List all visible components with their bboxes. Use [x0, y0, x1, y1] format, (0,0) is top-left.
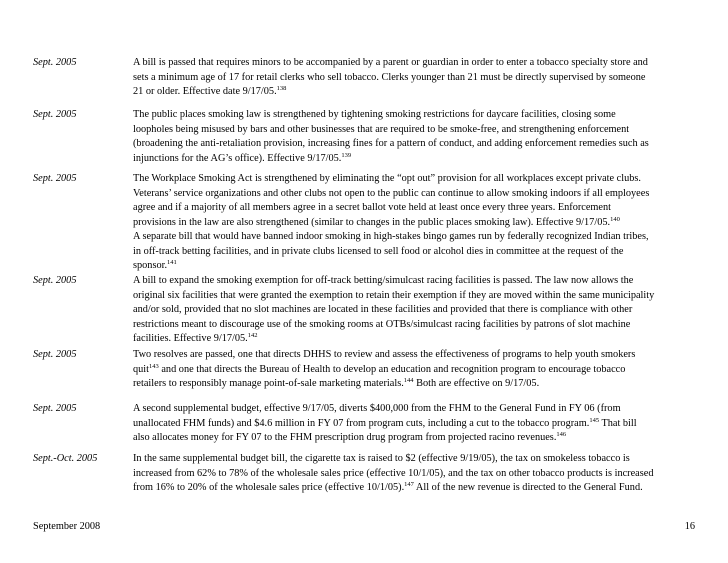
text-segment: A second supplemental budget, effective 9/17/05, diverts $400,000 from the FHM to the General Fund in FY 06 (from — [133, 403, 621, 414]
entry-line — [133, 467, 698, 482]
text-segment: and one that directs the Bureau of Health to develop an education and recognition program to encourage tobacco — [158, 363, 626, 375]
footnote-ref: 139 — [341, 151, 352, 159]
entry-text — [133, 274, 698, 347]
text-segment: Both are effective on 9/17/05. — [413, 378, 540, 389]
footnote-ref: 140 — [610, 215, 620, 223]
footnote-ref: 147 — [404, 481, 414, 488]
footer-date: September 2008 — [33, 521, 101, 532]
entry-line — [133, 318, 698, 333]
text-segment: in off-track betting facilities, and in private clubs licensed to sell food or alcohol dies in committee at the request of the — [133, 245, 624, 257]
text-segment: original six facilities that were granted the exemption to retain their exemption if they are moved within the same municipality — [133, 289, 655, 301]
entry-line — [133, 245, 698, 260]
footnote-ref: 143 — [149, 362, 159, 370]
entry-date: Sept. 2005 — [33, 275, 77, 286]
text-segment: In the same supplemental budget bill, the cigarette tax is raised to $2 (effective 9/19/05), the tax on smokeless tobacco is — [133, 453, 630, 464]
entry-date: Sept. 2005 — [33, 57, 77, 68]
entry-line — [133, 259, 698, 274]
text-segment: unallocated FHM funds) and $4.6 million in FY 07 from program cuts, including a cut to the tobacco program. — [133, 417, 590, 429]
entry-line — [133, 71, 698, 86]
entry-line — [133, 230, 698, 245]
entry-text — [133, 172, 698, 274]
text-segment: increased from 62% to 78% of the wholesale sales price (effective 10/1/05), and the tax on other tobacco products is increased — [133, 467, 654, 479]
entry-text — [133, 402, 698, 446]
entry-line — [133, 377, 698, 392]
text-segment: retailers to responsibly manage point-of-sale marketing materials. — [133, 378, 404, 389]
page-number: 16 — [684, 521, 695, 532]
text-segment: injunctions for the AG’s office). Effective 9/17/05. — [133, 152, 342, 164]
footnote-ref: 138 — [276, 85, 287, 92]
entry-date: Sept. 2005 — [33, 403, 77, 414]
text-segment: sponsor. — [133, 260, 168, 271]
footnote-ref: 141 — [167, 259, 177, 266]
text-segment: A separate bill that would have banned indoor smoking in high-stakes bingo games run by federally recognized Indian tribes, — [133, 231, 649, 242]
entry-line — [133, 274, 698, 289]
text-segment: The public places smoking law is strengthened by tightening smoking restrictions for daycare facilities, closing some — [133, 109, 616, 120]
text-segment: sets a minimum age of 17 for retail clerks who sell tobacco. Clerks younger than 21 must be directly supervised by someone — [133, 71, 646, 83]
text-segment: from 16% to 20% of the wholesale sales price (effective 10/1/05). — [133, 482, 405, 493]
entry-text — [133, 56, 698, 100]
text-segment: All of the new revenue is directed to the General Fund. — [413, 482, 643, 493]
text-segment: facilities. Effective 9/17/05. — [133, 333, 248, 344]
text-segment: A bill to expand the smoking exemption for off-track betting/simulcast racing facilities is passed. The law now allows the — [133, 275, 634, 286]
entry-line — [133, 289, 698, 304]
entry-line — [133, 332, 698, 347]
entry-line — [133, 123, 698, 138]
entry-text — [133, 348, 698, 392]
entry-line — [133, 137, 698, 152]
text-segment: agree and if a majority of all members agree in a secret ballot vote held at least once every three years. Enforcement — [133, 202, 612, 213]
entry-line — [133, 481, 698, 496]
entry-line — [133, 216, 698, 231]
text-segment: The Workplace Smoking Act is strengthened by eliminating the “opt out” provision for all workplaces except private clubs. — [133, 173, 641, 184]
text-segment: Two resolves are passed, one that directs DHHS to review and assess the effectiveness of programs to help youth smokers — [133, 349, 636, 360]
text-segment: also allocates money for FY 07 to the FHM prescription drug program from projected racino revenues. — [133, 432, 557, 443]
footnote-ref: 144 — [403, 377, 414, 384]
text-segment: restrictions meant to discourage use of the smoking rooms at OTBs/simulcast racing facilities by patrons of slot machine — [133, 318, 631, 330]
text-segment: quit — [133, 363, 150, 375]
entry-date: Sept. 2005 — [33, 349, 77, 360]
footnote-ref: 146 — [556, 431, 567, 438]
entry-line — [133, 85, 698, 100]
entry-date: Sept. 2005 — [33, 173, 77, 184]
text-segment: That bill — [599, 417, 637, 429]
text-segment: and/or sold, provided that no slot machines are located in these facilities and provided that there is compliance with other — [133, 304, 633, 315]
footnote-ref: 142 — [247, 332, 258, 339]
entry-date: Sept. 2005 — [33, 109, 77, 120]
entry-line — [133, 201, 698, 216]
text-segment: provisions in the law are also strengthened (similar to changes in the public places smoking law). Effective 9/17/05. — [133, 216, 611, 228]
text-segment: (broadening the anti-retaliation provision, increasing fines for a pattern of conduct, and adding enforcement remedies such as — [133, 138, 649, 149]
entry-line — [133, 303, 698, 318]
entry-line — [133, 417, 698, 432]
text-segment: Veterans’ service organizations and other clubs not open to the public can continue to allow smoking indoors if all employees — [133, 187, 650, 199]
text-segment: A bill is passed that requires minors to be accompanied by a parent or guardian in order to enter a tobacco specialty store and — [133, 57, 648, 68]
text-segment: loopholes being misused by bars and other businesses that are required to be smoke-free, and strengthening enforcement — [133, 123, 630, 135]
entry-date: Sept.-Oct. 2005 — [33, 453, 98, 464]
entry-line — [133, 348, 698, 363]
entry-text — [133, 108, 698, 166]
entry-line — [133, 172, 698, 187]
entry-line — [133, 431, 698, 446]
entry-line — [133, 187, 698, 202]
entry-text — [133, 452, 698, 496]
text-segment: 21 or older. Effective date 9/17/05. — [133, 86, 277, 97]
entry-line — [133, 363, 698, 378]
entry-line — [133, 452, 698, 467]
entry-line — [133, 402, 698, 417]
entry-line — [133, 108, 698, 123]
footnote-ref: 145 — [589, 416, 600, 424]
entry-line — [133, 56, 698, 71]
entry-line — [133, 152, 698, 167]
